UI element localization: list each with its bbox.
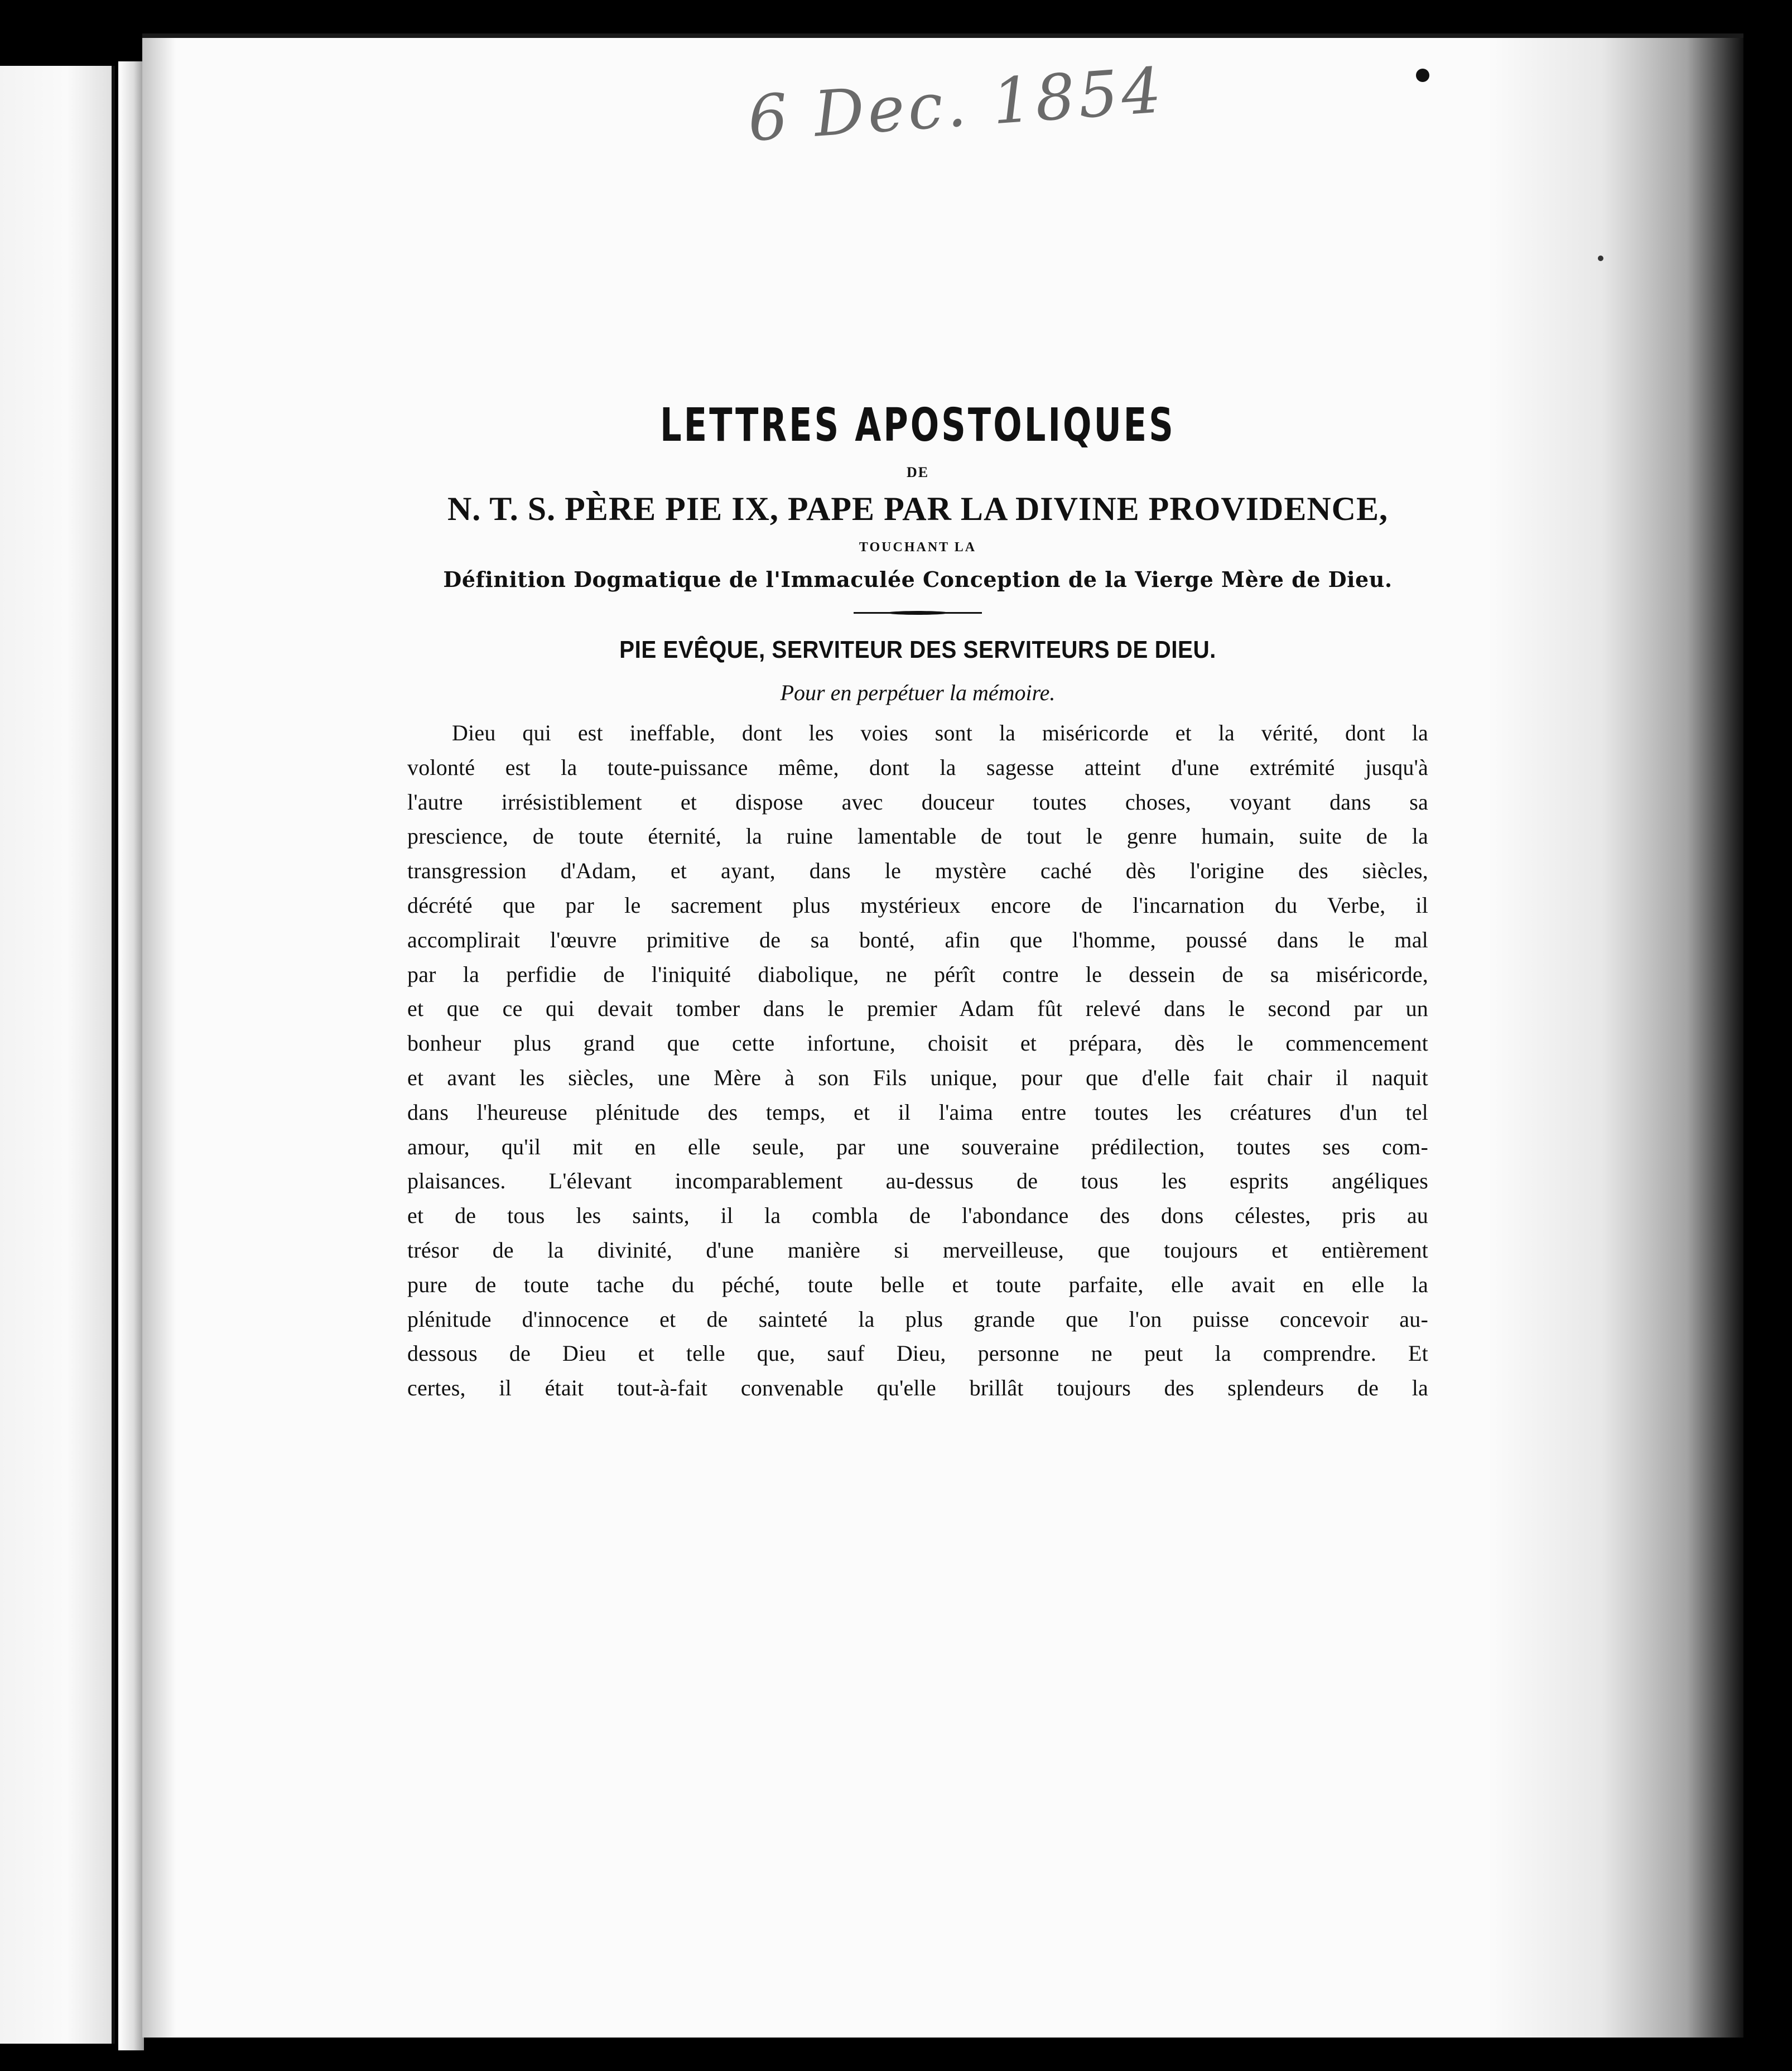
body-line: prescience, de toute éternité, la ruine lamentable de tout le genre humain, suite de la (407, 823, 1428, 849)
definition-line: Définition Dogmatique de l'Immaculée Conception de la Vierge Mère de Dieu. (443, 567, 1393, 592)
body-line: bonheur plus grand que cette infortune, choisit et prépara, dès le commencement (407, 1030, 1428, 1056)
binding-gutter (118, 61, 144, 2050)
ink-spot-small (1598, 256, 1603, 261)
body-line: décrété que par le sacrement plus mystérieux encore de l'incarnation du Verbe, il (407, 892, 1428, 918)
body-line: volonté est la toute-puissance même, dont la sagesse atteint d'une extrémité jusqu'à (407, 754, 1428, 780)
page-left-shadow (142, 38, 176, 2038)
body-line: amour, qu'il mit en elle seule, par une souveraine prédilection, toutes ses com- (407, 1134, 1428, 1159)
ornamental-rule (854, 610, 982, 615)
body-line: par la perfidie de l'iniquité diabolique, ne pérît contre le dessein de sa miséricorde, (407, 961, 1428, 987)
body-line: plénitude d'innocence et de sainteté la plus grande que l'on puisse concevoir au- (407, 1306, 1428, 1332)
ink-spot (1416, 69, 1429, 82)
body-line: pure de toute tache du péché, toute belle et toute parfaite, elle avait en elle la (407, 1272, 1428, 1297)
body-line: certes, il était tout-à-fait convenable qu'elle brillât toujours des splendeurs de la (407, 1375, 1428, 1401)
body-line: accomplirait l'œuvre primitive de sa bonté, afin que l'homme, poussé dans le mal (407, 927, 1428, 952)
body-line: dans l'heureuse plénitude des temps, et il l'aima entre toutes les créatures d'un tel (407, 1099, 1428, 1125)
document-title: LETTRES APOSTOLIQUES (660, 399, 1176, 452)
title-connector: DE (906, 464, 929, 480)
body-line: dessous de Dieu et telle que, sauf Dieu, personne ne peut la comprendre. Et (407, 1341, 1428, 1366)
body-line: et de tous les saints, il la combla de l'abondance des dons célestes, pris au (407, 1203, 1428, 1229)
body-line: l'autre irrésistiblement et dispose avec douceur toutes choses, voyant dans sa (407, 789, 1428, 815)
body-line: et avant les siècles, une Mère à son Fils unique, pour que d'elle fait chair il naquit (407, 1065, 1428, 1090)
body-line: Dieu qui est ineffable, dont les voies sont la miséricorde et la vérité, dont la (452, 720, 1428, 745)
handwritten-date: 6 Dec. 1854 (745, 54, 1167, 156)
page-right-shadow (1487, 38, 1743, 2038)
adjacent-page-edge (0, 66, 115, 2044)
body-line: transgression d'Adam, et ayant, dans le mystère caché dès l'origine des siècles, (407, 858, 1428, 884)
body-line: plaisances. L'élevant incomparablement au-dessus de tous les esprits angéliques (407, 1168, 1428, 1194)
touchant-label: TOUCHANT LA (859, 540, 977, 555)
document-content (407, 395, 1428, 1405)
body-text (407, 716, 1428, 1405)
body-line: et que ce qui devait tomber dans le premier Adam fût relevé dans le second par un (407, 996, 1428, 1022)
section-heading: PIE EVÊQUE, SERVITEUR DES SERVITEURS DE DIEU. (619, 636, 1216, 663)
body-line: trésor de la divinité, d'une manière si merveilleuse, que toujours et entièrement (407, 1237, 1428, 1263)
document-subtitle: N. T. S. PÈRE PIE IX, PAPE PAR LA DIVINE PROVIDENCE, (447, 490, 1389, 527)
document-page (142, 33, 1743, 2038)
memoire-line: Pour en perpétuer la mémoire. (780, 680, 1056, 705)
